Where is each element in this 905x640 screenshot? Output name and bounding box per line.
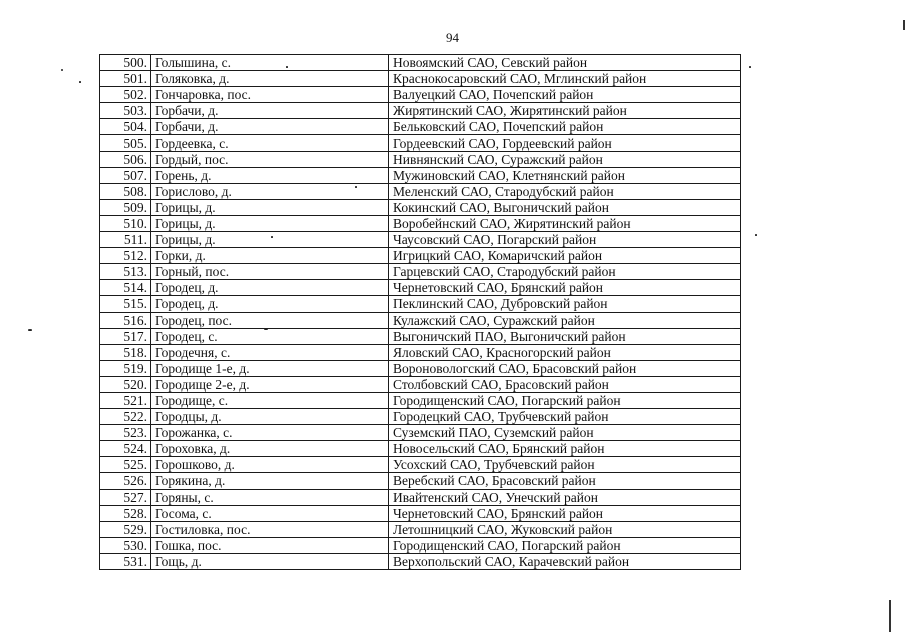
row-number-cell: 524. (100, 441, 151, 457)
page-number: 94 (446, 30, 459, 45)
administration-cell: Гордеевский САО, Гордеевский район (389, 135, 741, 151)
row-number-cell: 514. (100, 280, 151, 296)
row-number-cell: 516. (100, 312, 151, 328)
row-number-cell: 503. (100, 103, 151, 119)
row-number-cell: 501. (100, 71, 151, 87)
administration-cell: Летошницкий САО, Жуковский район (389, 521, 741, 537)
administration-cell: Городецкий САО, Трубчевский район (389, 409, 741, 425)
table-row (100, 328, 741, 344)
table-row (100, 71, 741, 87)
table-row (100, 409, 741, 425)
table-row (100, 87, 741, 103)
settlement-name-cell: Гостиловка, пос. (151, 521, 389, 537)
settlement-name-cell: Горицы, д. (151, 199, 389, 215)
settlement-name-cell: Гончаровка, пос. (151, 87, 389, 103)
table-row (100, 473, 741, 489)
table-row (100, 441, 741, 457)
table-row (100, 312, 741, 328)
settlement-name-cell: Горяны, с. (151, 489, 389, 505)
settlement-name-cell: Городец, пос. (151, 312, 389, 328)
administration-cell: Чернетовский САО, Брянский район (389, 505, 741, 521)
table-row (100, 280, 741, 296)
table-row (100, 360, 741, 376)
settlement-name-cell: Горень, д. (151, 167, 389, 183)
administration-cell: Вороновологский САО, Брасовский район (389, 360, 741, 376)
scan-speck (749, 66, 751, 68)
administration-cell: Выгоничский ПАО, Выгоничский район (389, 328, 741, 344)
row-number-cell: 509. (100, 199, 151, 215)
table-row (100, 344, 741, 360)
scan-speck (755, 234, 757, 236)
table-row (100, 199, 741, 215)
settlement-name-cell: Гощь, д. (151, 553, 389, 569)
row-number-cell: 519. (100, 360, 151, 376)
scan-speck (61, 69, 63, 71)
row-number-cell: 526. (100, 473, 151, 489)
settlement-name-cell: Гордеевка, с. (151, 135, 389, 151)
table-row (100, 489, 741, 505)
row-number-cell: 531. (100, 553, 151, 569)
settlement-name-cell: Городец, д. (151, 296, 389, 312)
table-row (100, 537, 741, 553)
settlement-name-cell: Городец, с. (151, 328, 389, 344)
table-row (100, 264, 741, 280)
row-number-cell: 522. (100, 409, 151, 425)
administration-cell: Городищенский САО, Погарский район (389, 392, 741, 408)
administration-cell: Валуецкий САО, Почепский район (389, 87, 741, 103)
scan-speck (28, 329, 32, 331)
settlement-name-cell: Голышина, с. (151, 55, 389, 71)
administration-cell: Игрицкий САО, Комаричский район (389, 248, 741, 264)
administration-cell: Усохский САО, Трубчевский район (389, 457, 741, 473)
settlement-name-cell: Гошка, пос. (151, 537, 389, 553)
table-row (100, 392, 741, 408)
administration-cell: Нивнянский САО, Суражский район (389, 151, 741, 167)
administration-cell: Яловский САО, Красногорский район (389, 344, 741, 360)
administration-cell: Меленский САО, Стародубский район (389, 183, 741, 199)
administration-cell: Жирятинский САО, Жирятинский район (389, 103, 741, 119)
table-row (100, 103, 741, 119)
table-row (100, 553, 741, 569)
scan-speck (286, 66, 288, 68)
table-row (100, 151, 741, 167)
table-row (100, 296, 741, 312)
row-number-cell: 521. (100, 392, 151, 408)
settlement-name-cell: Городище 2-е, д. (151, 376, 389, 392)
settlement-name-cell: Горицы, д. (151, 215, 389, 231)
settlement-name-cell: Городцы, д. (151, 409, 389, 425)
row-number-cell: 529. (100, 521, 151, 537)
administration-cell: Краснокосаровский САО, Мглинский район (389, 71, 741, 87)
administration-cell: Воробейнский САО, Жирятинский район (389, 215, 741, 231)
row-number-cell: 523. (100, 425, 151, 441)
administration-cell: Пеклинский САО, Дубровский район (389, 296, 741, 312)
scan-speck (355, 186, 357, 188)
row-number-cell: 520. (100, 376, 151, 392)
administration-cell: Гарцевский САО, Стародубский район (389, 264, 741, 280)
settlement-name-cell: Горицы, д. (151, 232, 389, 248)
settlement-name-cell: Горошково, д. (151, 457, 389, 473)
settlement-name-cell: Гордый, пос. (151, 151, 389, 167)
row-number-cell: 517. (100, 328, 151, 344)
administration-cell: Бельковский САО, Почепский район (389, 119, 741, 135)
administration-cell: Городищенский САО, Погарский район (389, 537, 741, 553)
table-row (100, 55, 741, 71)
administration-cell: Кокинский САО, Выгоничский район (389, 199, 741, 215)
administration-cell: Чаусовский САО, Погарский район (389, 232, 741, 248)
settlement-name-cell: Горбачи, д. (151, 119, 389, 135)
settlement-name-cell: Городечня, с. (151, 344, 389, 360)
row-number-cell: 528. (100, 505, 151, 521)
administration-cell: Столбовский САО, Брасовский район (389, 376, 741, 392)
row-number-cell: 530. (100, 537, 151, 553)
row-number-cell: 511. (100, 232, 151, 248)
administration-cell: Суземский ПАО, Суземский район (389, 425, 741, 441)
table-row (100, 376, 741, 392)
row-number-cell: 527. (100, 489, 151, 505)
table-row (100, 215, 741, 231)
settlement-name-cell: Городище, с. (151, 392, 389, 408)
settlement-name-cell: Госома, с. (151, 505, 389, 521)
administration-cell: Ивайтенский САО, Унечский район (389, 489, 741, 505)
settlement-name-cell: Горбачи, д. (151, 103, 389, 119)
settlement-name-cell: Горожанка, с. (151, 425, 389, 441)
settlement-name-cell: Гороховка, д. (151, 441, 389, 457)
row-number-cell: 507. (100, 167, 151, 183)
row-number-cell: 506. (100, 151, 151, 167)
settlement-name-cell: Горякина, д. (151, 473, 389, 489)
administration-cell: Новосельский САО, Брянский район (389, 441, 741, 457)
table-row (100, 135, 741, 151)
row-number-cell: 502. (100, 87, 151, 103)
table-row (100, 167, 741, 183)
row-number-cell: 515. (100, 296, 151, 312)
row-number-cell: 505. (100, 135, 151, 151)
scan-edge-mark (903, 20, 905, 30)
table-row (100, 457, 741, 473)
settlement-name-cell: Горки, д. (151, 248, 389, 264)
administration-cell: Чернетовский САО, Брянский район (389, 280, 741, 296)
row-number-cell: 513. (100, 264, 151, 280)
table-body (100, 55, 741, 570)
administration-cell: Новоямский САО, Севский район (389, 55, 741, 71)
settlement-name-cell: Голяковка, д. (151, 71, 389, 87)
row-number-cell: 510. (100, 215, 151, 231)
table-row (100, 248, 741, 264)
administration-cell: Мужиновский САО, Клетнянский район (389, 167, 741, 183)
row-number-cell: 508. (100, 183, 151, 199)
settlement-name-cell: Горный, пос. (151, 264, 389, 280)
table-row (100, 183, 741, 199)
scan-edge-mark (889, 600, 891, 632)
row-number-cell: 525. (100, 457, 151, 473)
row-number-cell: 518. (100, 344, 151, 360)
administration-cell: Веребский САО, Брасовский район (389, 473, 741, 489)
settlement-name-cell: Горислово, д. (151, 183, 389, 199)
row-number-cell: 500. (100, 55, 151, 71)
settlements-table (99, 54, 741, 570)
scan-speck (79, 81, 81, 83)
settlement-name-cell: Городище 1-е, д. (151, 360, 389, 376)
scan-speck (271, 236, 273, 238)
row-number-cell: 504. (100, 119, 151, 135)
administration-cell: Верхопольский САО, Карачевский район (389, 553, 741, 569)
table-row (100, 521, 741, 537)
administration-cell: Кулажский САО, Суражский район (389, 312, 741, 328)
table-row (100, 505, 741, 521)
settlement-name-cell: Городец, д. (151, 280, 389, 296)
table-row (100, 119, 741, 135)
table-row (100, 232, 741, 248)
row-number-cell: 512. (100, 248, 151, 264)
table-row (100, 425, 741, 441)
